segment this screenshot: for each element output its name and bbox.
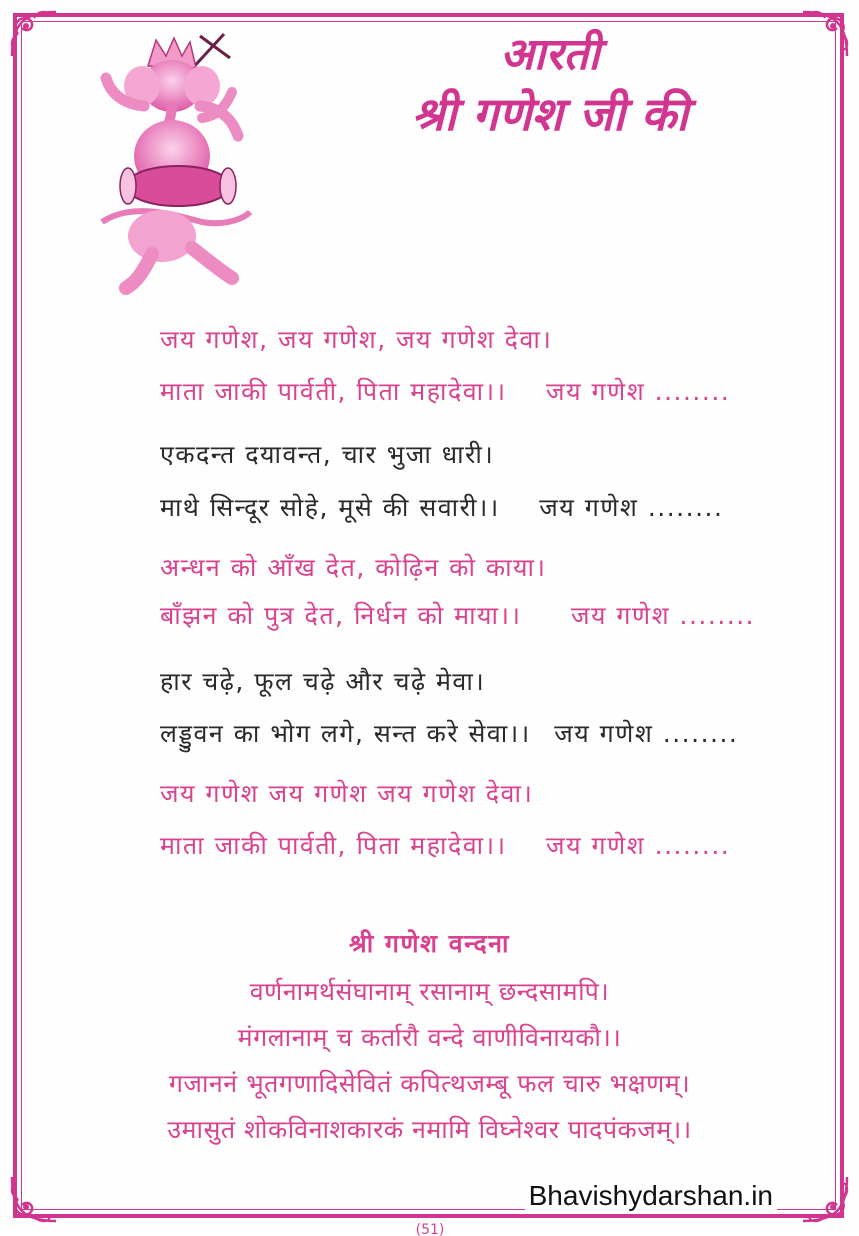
verse-text: हार चढ़े, फूल चढ़े और चढ़े मेवा।: [160, 667, 486, 696]
aarti-line: [160, 490, 723, 524]
aarti-line: [160, 550, 547, 584]
refrain-text: जय गणेश ........: [570, 601, 756, 630]
corner-flourish-icon: [795, 1169, 855, 1229]
refrain-text: जय गणेश ........: [546, 831, 731, 860]
verse-text: माता जाकी पार्वती, पिता महादेवा।।: [160, 831, 507, 860]
aarti-line: [160, 664, 485, 698]
aarti-line: [160, 716, 738, 750]
site-watermark: Bhavishydarshan.in: [525, 1180, 777, 1212]
refrain-text: जय गणेश ........: [554, 719, 739, 748]
aarti-line: [160, 322, 552, 356]
verse-text: एकदन्त दयावन्त, चार भुजा धारी।: [160, 440, 495, 469]
verse-text: लड्डुवन का भोग लगे, सन्त करे सेवा।।: [160, 719, 531, 748]
vandana-line: मंगलानाम् च कर्तारौ वन्दे वाणीविनायकौ।।: [237, 1023, 622, 1052]
vandana-line: वर्णनामर्थसंघानाम् रसानाम् छन्दसामपि।: [249, 977, 610, 1006]
vandana-line: गजाननं भूतगणादिसेवितं कपित्थजम्बू फल चारु भक्षणम्।: [168, 1069, 691, 1098]
vandana-title: श्री गणेश वन्दना: [349, 929, 510, 958]
heading-shri-ganesh: श्री गणेश जी की: [411, 87, 689, 141]
verse-text: बाँझन को पुत्र देत, निर्धन को माया।।: [160, 601, 522, 630]
verse-text: जय गणेश, जय गणेश, जय गणेश देवा।: [160, 325, 553, 354]
verse-text: माथे सिन्दूर सोहे, मूसे की सवारी।।: [160, 493, 500, 522]
aarti-line: [160, 828, 730, 862]
refrain-text: जय गणेश ........: [546, 377, 731, 406]
verse-text: जय गणेश जय गणेश जय गणेश देवा।: [160, 779, 534, 808]
aarti-line: [160, 598, 755, 632]
heading-aarti: आरती: [500, 29, 600, 80]
ganesh-illustration-icon: [82, 26, 252, 296]
aarti-line: [160, 374, 730, 408]
vandana-line: उमासुतं शोकविनाशकारकं नमामि विघ्नेश्वर पादपंकजम्।।: [167, 1115, 692, 1144]
page-number: (51): [415, 1222, 445, 1236]
corner-flourish-icon: [795, 4, 855, 64]
aarti-line: [160, 437, 494, 471]
refrain-text: जय गणेश ........: [539, 493, 724, 522]
verse-text: माता जाकी पार्वती, पिता महादेवा।।: [160, 377, 507, 406]
corner-flourish-icon: [4, 4, 64, 64]
aarti-line: [160, 776, 533, 810]
corner-flourish-icon: [4, 1169, 64, 1229]
verse-text: अन्धन को आँख देत, कोढ़िन को काया।: [160, 553, 547, 582]
